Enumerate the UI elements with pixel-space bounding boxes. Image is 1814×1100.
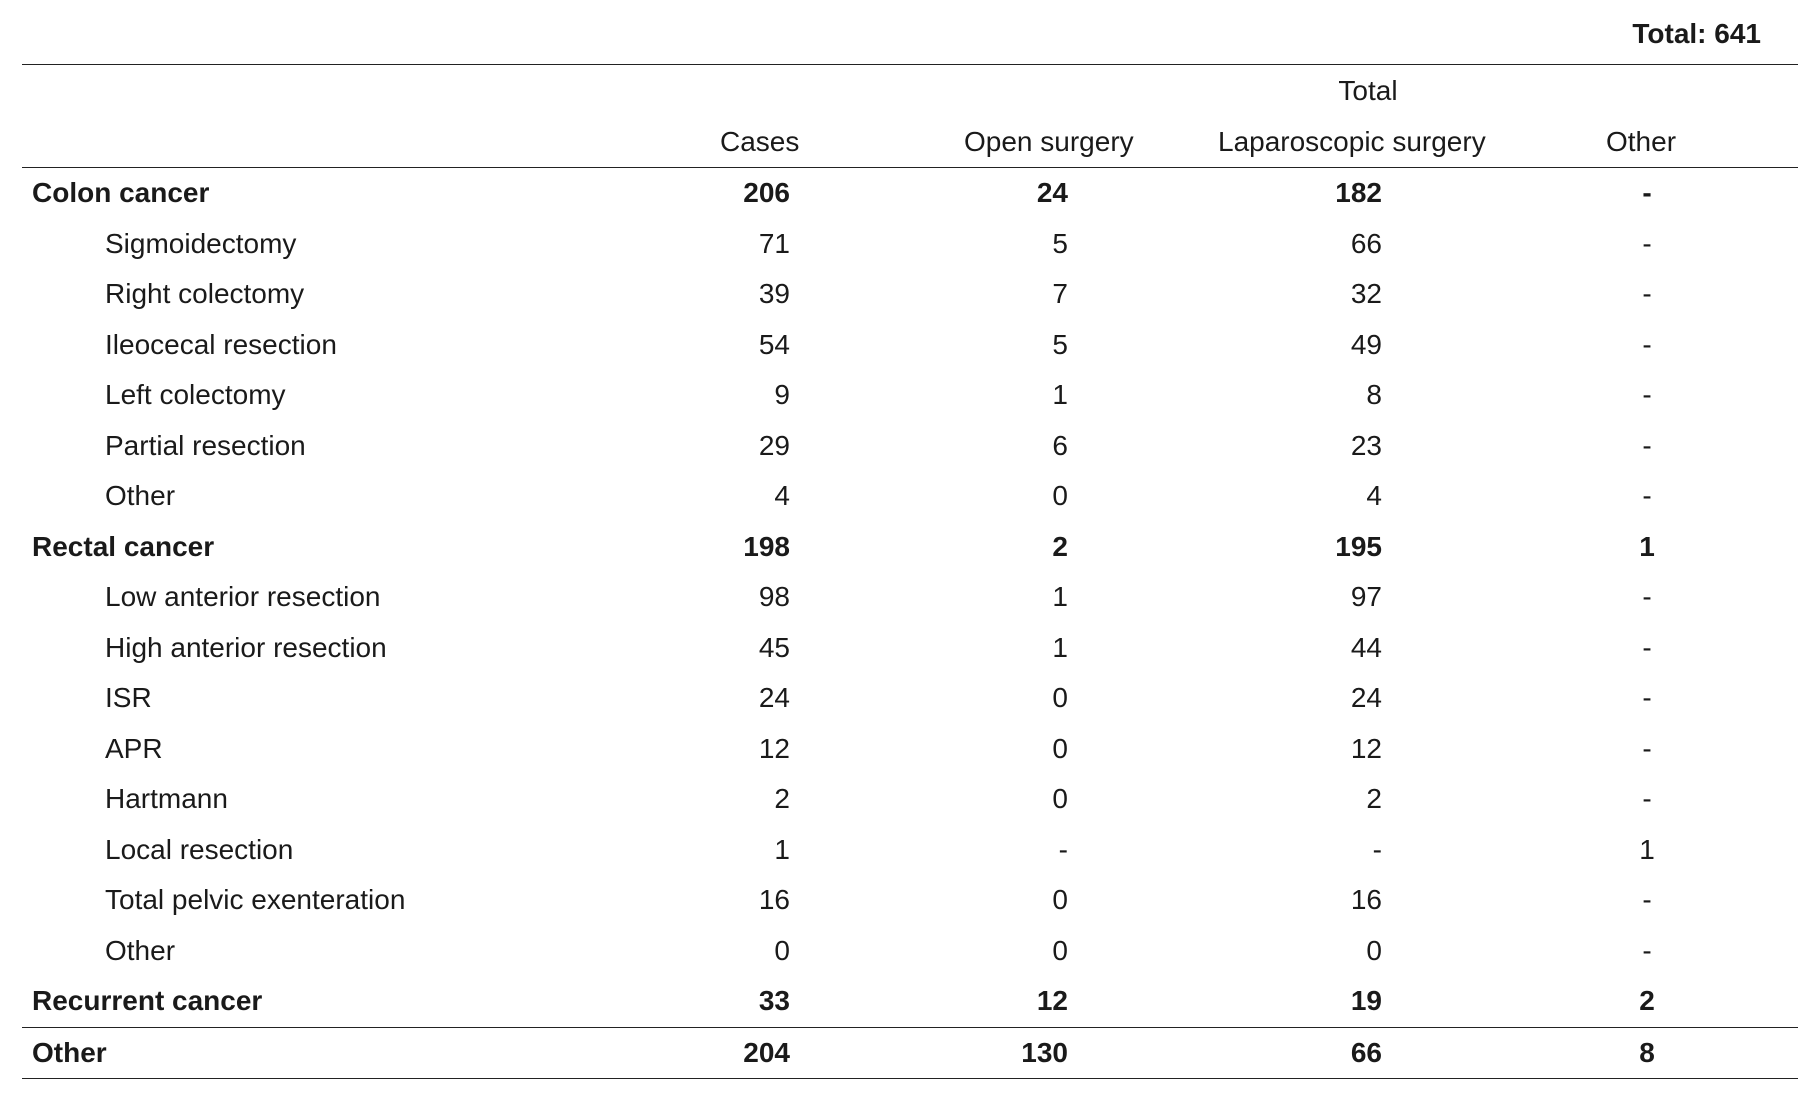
table-row <box>22 572 1798 623</box>
cell-cases: 98 <box>758 581 790 613</box>
table-row <box>22 219 1798 270</box>
table-row <box>22 269 1798 320</box>
cell-lap: 182 <box>1335 177 1382 209</box>
cell-other: - <box>1642 328 1652 360</box>
cell-other: - <box>1642 480 1652 512</box>
cell-lap: 0 <box>1366 934 1382 966</box>
cell-cases: 16 <box>758 884 790 916</box>
row-label: Total pelvic exenteration <box>105 884 406 916</box>
cell-cases: 29 <box>758 429 790 461</box>
cell-open: 1 <box>1052 581 1068 613</box>
cell-lap: 66 <box>1350 1036 1382 1068</box>
cell-open: 0 <box>1052 783 1068 815</box>
cell-other: 1 <box>1639 833 1655 865</box>
cell-open: 0 <box>1052 682 1068 714</box>
cell-cases: 24 <box>758 682 790 714</box>
row-label: Recurrent cancer <box>32 985 263 1017</box>
cell-other: - <box>1642 884 1652 916</box>
cell-open: 1 <box>1052 631 1068 663</box>
row-label: Low anterior resection <box>105 581 381 613</box>
table-row <box>22 926 1798 977</box>
table-row <box>22 774 1798 825</box>
cell-lap: 23 <box>1350 429 1382 461</box>
row-label: Ileocecal resection <box>105 328 337 360</box>
row-label: Colon cancer <box>32 177 210 209</box>
cell-cases: 2 <box>774 783 790 815</box>
table-row <box>22 825 1798 876</box>
cell-lap: 19 <box>1350 985 1382 1017</box>
table-row <box>22 875 1798 926</box>
cell-cases: 12 <box>758 732 790 764</box>
cell-other: 8 <box>1639 1036 1655 1068</box>
header-open-surgery: Open surgery <box>964 126 1134 157</box>
row-label: Rectal cancer <box>32 530 215 562</box>
table-row <box>22 168 1798 219</box>
header-cases: Cases <box>720 126 800 157</box>
cell-cases: 1 <box>774 833 790 865</box>
table-row <box>22 1027 1798 1080</box>
cell-other: - <box>1642 429 1652 461</box>
total-count: Total: 641 <box>1632 18 1761 49</box>
cell-cases: 0 <box>774 934 790 966</box>
table-body <box>22 168 1798 1079</box>
header-other: Other <box>1606 126 1677 157</box>
table-row <box>22 724 1798 775</box>
row-label: High anterior resection <box>105 631 387 663</box>
cell-other: - <box>1642 682 1652 714</box>
row-label: Other <box>105 480 176 512</box>
cell-open: 6 <box>1052 429 1068 461</box>
cell-lap: 44 <box>1350 631 1382 663</box>
cell-other: - <box>1642 177 1652 209</box>
cell-cases: 39 <box>758 278 790 310</box>
cell-open: 0 <box>1052 884 1068 916</box>
cell-lap: 97 <box>1350 581 1382 613</box>
cell-other: - <box>1642 732 1652 764</box>
cell-open: 24 <box>1036 177 1068 209</box>
cell-cases: 54 <box>758 328 790 360</box>
cell-other: - <box>1642 379 1652 411</box>
cell-open: 0 <box>1052 934 1068 966</box>
table-row <box>22 522 1798 573</box>
table-row <box>22 370 1798 421</box>
table-header <box>22 65 1798 168</box>
cell-cases: 71 <box>758 227 790 259</box>
header-laparoscopic-surgery: Laparoscopic surgery <box>1218 126 1486 157</box>
cell-lap: 12 <box>1350 732 1382 764</box>
cell-cases: 204 <box>743 1036 790 1068</box>
row-label: Right colectomy <box>105 278 305 310</box>
row-label: Left colectomy <box>105 379 286 411</box>
cell-other: - <box>1642 631 1652 663</box>
cell-cases: 4 <box>774 480 790 512</box>
surgery-table <box>22 0 1798 1079</box>
table-row <box>22 623 1798 674</box>
cell-lap: 16 <box>1350 884 1382 916</box>
row-label: APR <box>105 732 163 764</box>
cell-open: 1 <box>1052 379 1068 411</box>
cell-lap: 24 <box>1350 682 1382 714</box>
header-group-label: Total <box>1338 75 1398 106</box>
cell-lap: 4 <box>1366 480 1382 512</box>
row-label: Hartmann <box>105 783 228 815</box>
table-row <box>22 673 1798 724</box>
total-line <box>22 0 1798 65</box>
cell-open: 5 <box>1052 227 1068 259</box>
cell-open: 12 <box>1036 985 1068 1017</box>
row-label: ISR <box>105 682 152 714</box>
cell-lap: 195 <box>1335 530 1382 562</box>
cell-lap: 49 <box>1350 328 1382 360</box>
cell-open: 0 <box>1052 480 1068 512</box>
cell-lap: 66 <box>1350 227 1382 259</box>
cell-open: 0 <box>1052 732 1068 764</box>
cell-open: - <box>1058 833 1068 865</box>
cell-other: - <box>1642 934 1652 966</box>
table-row <box>22 421 1798 472</box>
cell-open: 7 <box>1052 278 1068 310</box>
cell-lap: 2 <box>1366 783 1382 815</box>
row-label: Other <box>32 1036 107 1068</box>
cell-open: 130 <box>1021 1036 1068 1068</box>
cell-open: 5 <box>1052 328 1068 360</box>
table-row <box>22 320 1798 371</box>
cell-cases: 206 <box>743 177 790 209</box>
cell-open: 2 <box>1052 530 1068 562</box>
cell-other: - <box>1642 783 1652 815</box>
row-label: Local resection <box>105 833 294 865</box>
cell-other: 2 <box>1639 985 1655 1017</box>
cell-cases: 9 <box>774 379 790 411</box>
cell-other: - <box>1642 227 1652 259</box>
table-row <box>22 976 1798 1027</box>
cell-cases: 45 <box>758 631 790 663</box>
cell-lap: 8 <box>1366 379 1382 411</box>
table-row <box>22 471 1798 522</box>
cell-other: - <box>1642 278 1652 310</box>
cell-other: 1 <box>1639 530 1655 562</box>
row-label: Partial resection <box>105 429 306 461</box>
cell-lap: 32 <box>1350 278 1382 310</box>
cell-other: - <box>1642 581 1652 613</box>
row-label: Other <box>105 934 176 966</box>
cell-lap: - <box>1372 833 1382 865</box>
row-label: Sigmoidectomy <box>105 227 297 259</box>
cell-cases: 33 <box>758 985 790 1017</box>
cell-cases: 198 <box>743 530 790 562</box>
